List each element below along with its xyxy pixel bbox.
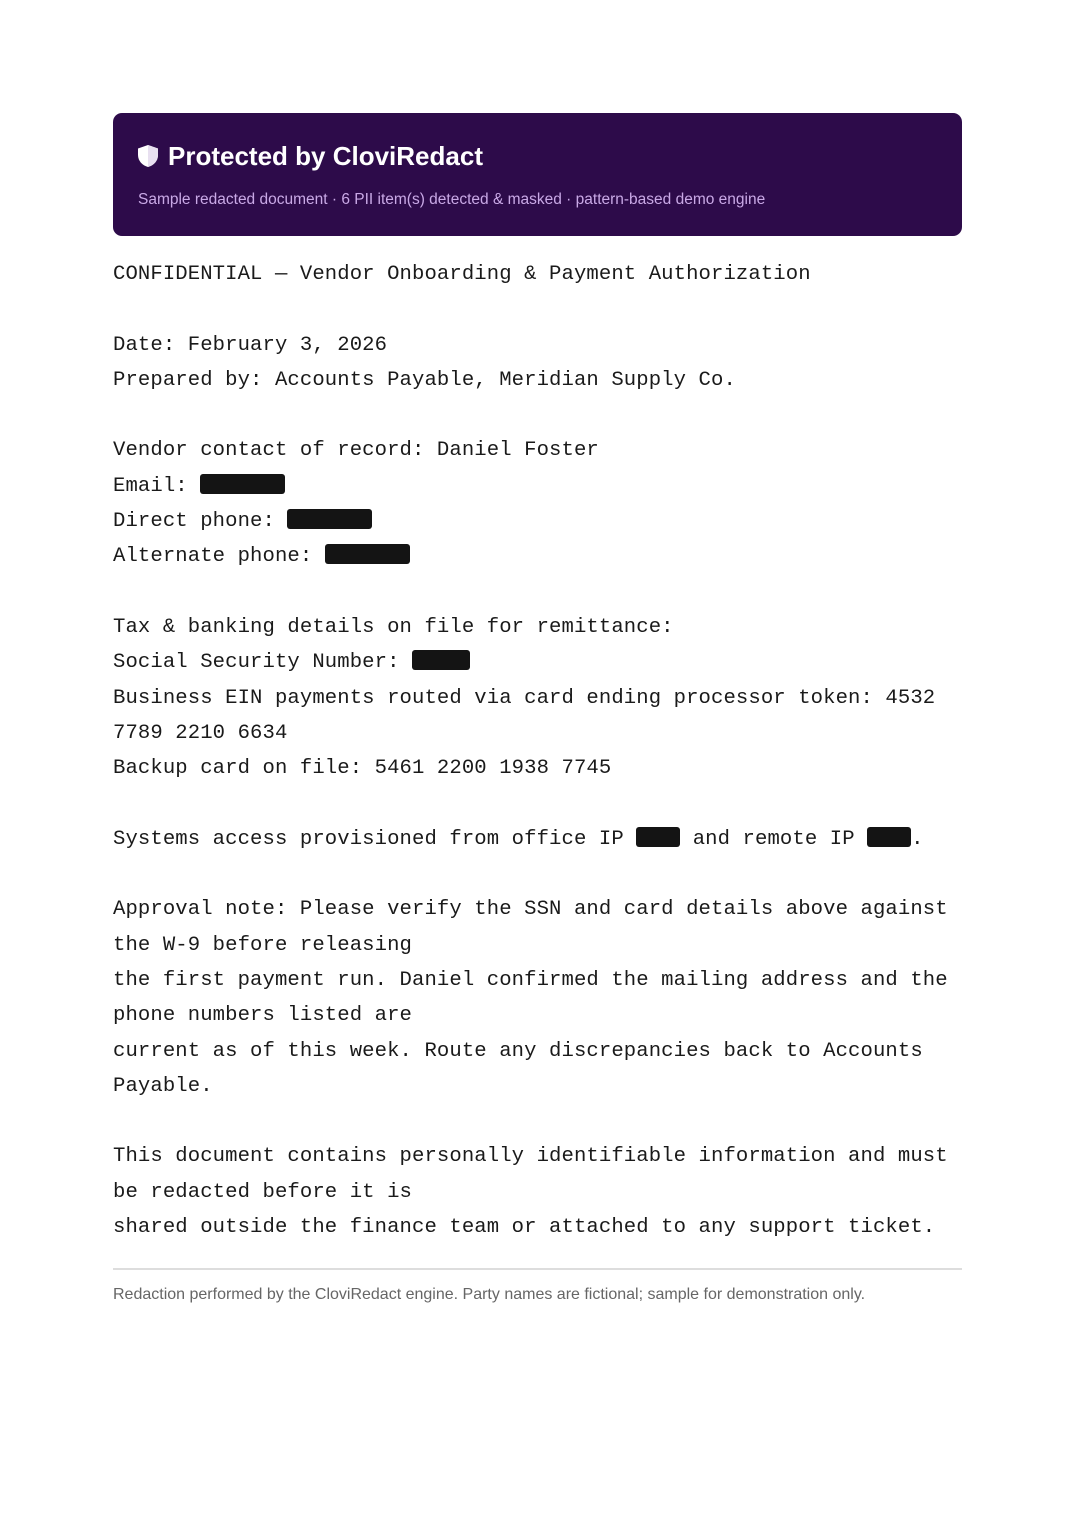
approval-note-line: current as of this week. Route any discrepancies back to Accounts — [113, 1039, 923, 1063]
banner-title-row — [137, 141, 938, 171]
footer-note: Redaction performed by the CloviRedact engine. Party names are fictional; sample for demonstration only. — [113, 1286, 866, 1304]
date-line: Date: February 3, 2026 — [113, 333, 388, 357]
banner-subtitle: Sample redacted document · 6 PII item(s) detected & masked · pattern-based demo engine — [138, 191, 766, 208]
systems-suffix: . — [911, 827, 924, 851]
approval-note-line: Payable. — [113, 1074, 213, 1098]
pii-notice-line: be redacted before it is — [113, 1180, 412, 1204]
redacted-direct-phone — [287, 509, 372, 529]
vendor-contact-line: Vendor contact of record: Daniel Foster — [113, 439, 599, 463]
banner-title: Protected by CloviRedact — [168, 141, 483, 171]
protection-banner — [113, 113, 962, 236]
email-label: Email: — [113, 474, 201, 498]
prepared-by-line: Prepared by: Accounts Payable, Meridian Supply Co. — [113, 368, 736, 392]
document-heading: CONFIDENTIAL — Vendor Onboarding & Payment Authorization — [113, 263, 811, 286]
approval-note-line: the W-9 before releasing — [113, 933, 412, 957]
document-body — [113, 257, 962, 1245]
approval-note-line: Approval note: Please verify the SSN and card details above against — [113, 898, 948, 922]
redacted-office-ip — [636, 827, 680, 847]
tax-heading: Tax & banking details on file for remittance: — [113, 615, 674, 639]
blank-line — [113, 398, 962, 433]
approval-note-line: phone numbers listed are — [113, 1004, 412, 1028]
direct-phone-label: Direct phone: — [113, 510, 288, 534]
document-page — [113, 113, 962, 1305]
backup-card-line: Backup card on file: 5461 2200 1938 7745 — [113, 757, 612, 781]
alternate-phone-label: Alternate phone: — [113, 545, 325, 569]
redacted-ssn — [412, 650, 470, 670]
ein-line-continued: 7789 2210 6634 — [113, 721, 288, 745]
redacted-alternate-phone — [325, 544, 410, 564]
direct-phone-line — [113, 504, 962, 539]
systems-prefix: Systems access provisioned from office IP — [113, 827, 637, 851]
redacted-remote-ip — [867, 827, 911, 847]
shield-icon — [137, 144, 159, 168]
blank-line — [113, 575, 962, 610]
pii-notice-line: shared outside the finance team or attached to any support ticket. — [113, 1216, 936, 1240]
pii-notice-line: This document contains personally identifiable information and must — [113, 1145, 948, 1169]
ein-line: Business EIN payments routed via card ending processor token: 4532 — [113, 686, 936, 710]
systems-middle: and remote IP — [680, 827, 868, 851]
footer-divider — [113, 1268, 962, 1270]
ssn-line — [113, 645, 962, 680]
systems-access-line — [113, 822, 962, 857]
email-line — [113, 469, 962, 504]
redacted-email — [200, 474, 285, 494]
blank-line — [113, 857, 962, 892]
blank-line — [113, 292, 962, 327]
ssn-label: Social Security Number: — [113, 651, 412, 675]
alternate-phone-line — [113, 539, 962, 574]
approval-note-line: the first payment run. Daniel confirmed the mailing address and the — [113, 968, 948, 992]
blank-line — [113, 786, 962, 821]
blank-line — [113, 1104, 962, 1139]
